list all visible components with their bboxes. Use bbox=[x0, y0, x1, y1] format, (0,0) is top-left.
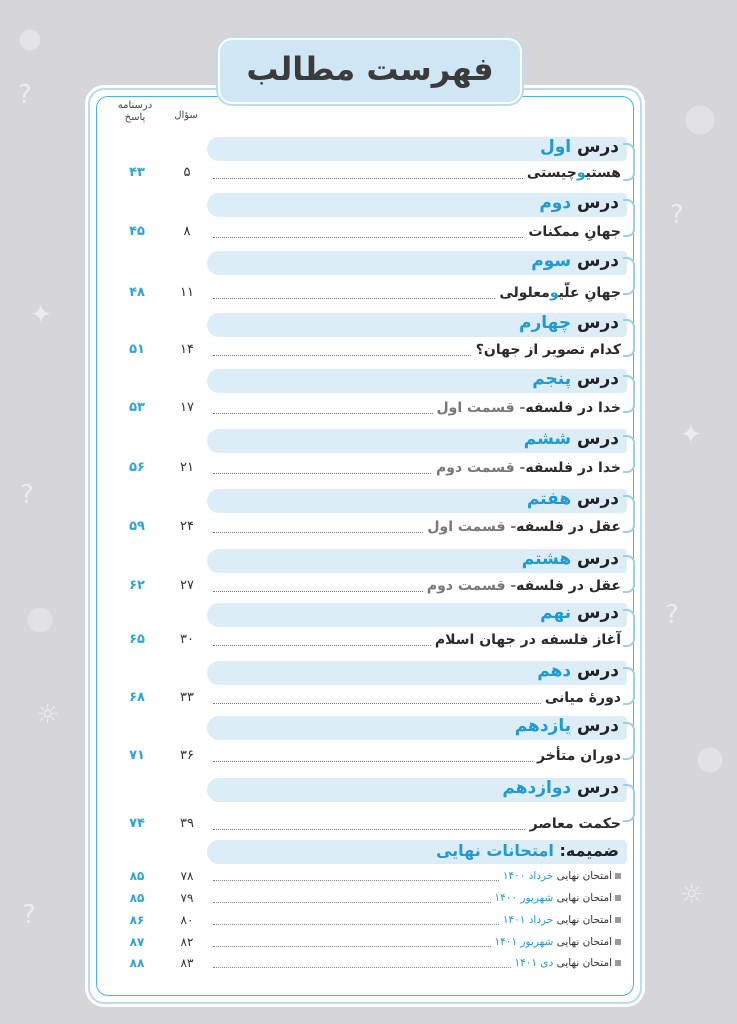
bullet-square-icon bbox=[615, 895, 621, 901]
exam-date: شهریور ۱۴۰۰ bbox=[494, 892, 554, 904]
answer-page-number: ۶۵ bbox=[129, 632, 145, 647]
question-mark-doodle: ? bbox=[20, 480, 34, 510]
exam-row[interactable] bbox=[213, 870, 621, 886]
question-page-number: ۸۳ bbox=[180, 956, 194, 970]
lesson-title bbox=[519, 313, 619, 333]
question-page-number: ۲۴ bbox=[180, 519, 194, 534]
lesson-topic bbox=[432, 460, 621, 476]
answer-page-number: ۴۵ bbox=[129, 224, 145, 239]
question-page-number: ۱۴ bbox=[180, 342, 194, 357]
topic-main: جهانِ علّی bbox=[558, 285, 621, 301]
topic-tail: - قسمت اول bbox=[436, 400, 526, 416]
lesson-topic bbox=[541, 690, 621, 706]
lesson-topic bbox=[423, 519, 621, 535]
lesson-ordinal: یازدهم bbox=[514, 716, 572, 736]
question-page-number: ۳۶ bbox=[180, 748, 194, 763]
lesson-topic-row[interactable] bbox=[213, 632, 621, 652]
topic-main: خدا در فلسفه bbox=[525, 400, 621, 416]
lesson-ordinal: چهارم bbox=[519, 313, 572, 333]
exam-label: امتحان نهایی bbox=[556, 936, 612, 948]
answer-page-number: ۵۶ bbox=[129, 460, 145, 475]
topic-main: کدام تصویر از جهان؟ bbox=[475, 342, 621, 358]
exam-row[interactable] bbox=[213, 957, 621, 973]
lesson-title bbox=[537, 661, 619, 681]
lesson-topic-row[interactable] bbox=[213, 165, 621, 185]
lesson-ordinal: ششم bbox=[523, 429, 572, 449]
lesson-prefix: درس bbox=[577, 549, 619, 569]
appendix-header bbox=[207, 840, 627, 866]
exam-date: خرداد ۱۴۰۱ bbox=[502, 914, 554, 926]
lesson-prefix: درس bbox=[577, 313, 619, 333]
answer-page-number: ۷۴ bbox=[129, 816, 145, 831]
lesson-topic-row[interactable] bbox=[213, 224, 621, 244]
lesson-title bbox=[540, 137, 619, 157]
lesson-topic bbox=[472, 342, 621, 358]
answer-page-number: ۵۱ bbox=[129, 342, 145, 357]
question-page-number: ۳۳ bbox=[180, 690, 194, 705]
exam-label: امتحان نهایی bbox=[556, 892, 612, 904]
answer-page-number: ۵۳ bbox=[129, 400, 145, 415]
lesson-prefix: درس bbox=[577, 489, 619, 509]
lesson-title bbox=[531, 251, 619, 271]
topic-main: دورهٔ میانی bbox=[544, 690, 621, 706]
lesson-ordinal: اول bbox=[539, 137, 572, 157]
bullet-square-icon bbox=[615, 873, 621, 879]
answer-page-number: ۸۷ bbox=[129, 935, 145, 949]
question-page-number: ۸۰ bbox=[180, 913, 194, 927]
appendix-title bbox=[436, 841, 619, 860]
lesson-topic-row[interactable] bbox=[213, 342, 621, 362]
lesson-ordinal: پنجم bbox=[532, 369, 572, 389]
answer-page-number: ۴۸ bbox=[129, 285, 145, 300]
lesson-prefix: درس bbox=[577, 429, 619, 449]
lesson-topic bbox=[533, 748, 621, 764]
lesson-prefix: درس bbox=[577, 369, 619, 389]
question-page-number: ۱۷ bbox=[180, 400, 194, 415]
question-column-header: سؤال bbox=[174, 110, 198, 121]
topic-main: عقل در فلسفه bbox=[516, 519, 621, 535]
lesson-topic bbox=[431, 632, 621, 648]
exam-row[interactable] bbox=[213, 936, 621, 952]
lesson-prefix: درس bbox=[577, 251, 619, 271]
lesson-topic bbox=[526, 816, 621, 832]
bullet-square-icon bbox=[615, 917, 621, 923]
sun-doodle: ☼ bbox=[36, 700, 60, 730]
lesson-prefix: درس bbox=[577, 137, 619, 157]
exam-label: امتحان نهایی bbox=[556, 957, 612, 969]
lesson-topic-row[interactable] bbox=[213, 816, 621, 836]
lesson-topic-row[interactable] bbox=[213, 460, 621, 480]
answer-page-number: ۶۸ bbox=[129, 690, 145, 705]
question-page-number: ۲۷ bbox=[180, 578, 194, 593]
bullet-square-icon bbox=[615, 939, 621, 945]
lesson-topic-row[interactable] bbox=[213, 400, 621, 420]
lesson-title bbox=[515, 716, 619, 736]
topic-tail: - قسمت دوم bbox=[426, 578, 517, 594]
lesson-title bbox=[532, 369, 619, 389]
exam-date: دی ۱۴۰۱ bbox=[514, 957, 554, 969]
lesson-ordinal: هفتم bbox=[526, 489, 572, 509]
sun-doodle: ☼ bbox=[680, 880, 704, 910]
question-page-number: ۲۱ bbox=[180, 460, 194, 475]
title-tab bbox=[218, 38, 522, 104]
page-title: فهرست مطالب bbox=[246, 50, 494, 88]
question-page-number: ۷۸ bbox=[180, 869, 194, 883]
appendix-name: امتحانات نهایی bbox=[435, 841, 554, 860]
lesson-header bbox=[207, 778, 627, 818]
question-page-number: ۱۱ bbox=[180, 285, 194, 300]
lesson-ordinal: دهم bbox=[537, 661, 572, 681]
topic-tail: - قسمت دوم bbox=[436, 460, 526, 476]
question-page-number: ۳۹ bbox=[180, 816, 194, 831]
answer-page-number: ۶۲ bbox=[129, 578, 145, 593]
lesson-ordinal: سوم bbox=[531, 251, 572, 271]
lesson-ordinal: نهم bbox=[540, 603, 572, 623]
question-mark-doodle: ? bbox=[665, 600, 679, 630]
answer-page-number: ۵۹ bbox=[129, 519, 145, 534]
answer-header-line2: پاسخ bbox=[124, 112, 146, 123]
exam-row[interactable] bbox=[213, 892, 621, 908]
topic-connector: و bbox=[576, 165, 586, 181]
answer-header-line1: درسنامه bbox=[117, 100, 153, 111]
question-page-number: ۸ bbox=[183, 224, 191, 239]
lesson-title bbox=[539, 193, 619, 213]
exam-title bbox=[492, 892, 621, 904]
lesson-title bbox=[527, 489, 619, 509]
lesson-topic bbox=[524, 224, 621, 240]
topic-tail: - قسمت اول bbox=[427, 519, 517, 535]
question-mark-doodle: ? bbox=[18, 80, 32, 110]
topic-main: هستی bbox=[585, 165, 621, 181]
topic-main: خدا در فلسفه bbox=[525, 460, 621, 476]
topic-main: عقل در فلسفه bbox=[516, 578, 621, 594]
answer-page-number: ۴۳ bbox=[129, 165, 145, 180]
question-mark-doodle: ? bbox=[22, 900, 36, 930]
bullet-square-icon bbox=[615, 960, 621, 966]
lesson-topic-row[interactable] bbox=[213, 578, 621, 598]
question-page-number: ۳۰ bbox=[180, 632, 194, 647]
lesson-prefix: درس bbox=[577, 193, 619, 213]
topic-tail: معلولی bbox=[499, 285, 550, 301]
exam-label: امتحان نهایی bbox=[556, 870, 612, 882]
lesson-ordinal: دوازدهم bbox=[502, 778, 572, 798]
lesson-topic-row[interactable] bbox=[213, 690, 621, 710]
answer-page-number: ۸۸ bbox=[129, 956, 145, 970]
lesson-title bbox=[540, 603, 619, 623]
lesson-title bbox=[502, 778, 619, 798]
exam-title bbox=[500, 914, 621, 926]
exam-date: خرداد ۱۴۰۰ bbox=[502, 870, 554, 882]
question-page-number: ۵ bbox=[183, 165, 191, 180]
answer-page-number: ۷۱ bbox=[129, 748, 145, 763]
answer-page-number: ۸۵ bbox=[129, 869, 145, 883]
lesson-prefix: درس bbox=[577, 603, 619, 623]
lesson-topic-row[interactable] bbox=[213, 748, 621, 768]
lesson-prefix: درس bbox=[577, 716, 619, 736]
lesson-prefix: درس bbox=[577, 778, 619, 798]
lesson-title bbox=[524, 429, 619, 449]
topic-main: حکمت معاصر bbox=[529, 816, 621, 832]
topic-tail: چیستی bbox=[526, 165, 577, 181]
lesson-ordinal: دوم bbox=[539, 193, 572, 213]
exam-title bbox=[500, 870, 621, 882]
answer-column-header bbox=[112, 100, 158, 124]
topic-main: جهانِ ممکنات bbox=[528, 224, 621, 240]
exam-title bbox=[511, 957, 621, 969]
lesson-ordinal: هشتم bbox=[521, 549, 572, 569]
lesson-title bbox=[522, 549, 619, 569]
lesson-topic bbox=[523, 165, 621, 181]
lesson-topic-row[interactable] bbox=[213, 285, 621, 305]
lesson-prefix: درس bbox=[577, 661, 619, 681]
question-mark-doodle: ? bbox=[670, 200, 684, 230]
question-page-number: ۷۹ bbox=[180, 891, 194, 905]
lesson-topic bbox=[495, 285, 621, 301]
topic-main: آغاز فلسفه در جهان اسلام bbox=[434, 632, 621, 648]
topic-main: دوران متأخر bbox=[536, 748, 621, 764]
topic-connector: و bbox=[549, 285, 559, 301]
lesson-topic bbox=[433, 400, 622, 416]
star-doodle: ✦ bbox=[680, 420, 702, 450]
lesson-topic-row[interactable] bbox=[213, 519, 621, 539]
exam-row[interactable] bbox=[213, 914, 621, 930]
answer-page-number: ۸۵ bbox=[129, 891, 145, 905]
answer-page-number: ۸۶ bbox=[129, 913, 145, 927]
question-page-number: ۸۲ bbox=[180, 935, 194, 949]
exam-label: امتحان نهایی bbox=[556, 914, 612, 926]
appendix-prefix: ضمیمه: bbox=[559, 841, 619, 860]
lesson-topic bbox=[423, 578, 621, 594]
star-doodle: ✦ bbox=[30, 300, 52, 330]
exam-title bbox=[492, 936, 621, 948]
exam-date: شهریور ۱۴۰۱ bbox=[494, 936, 554, 948]
